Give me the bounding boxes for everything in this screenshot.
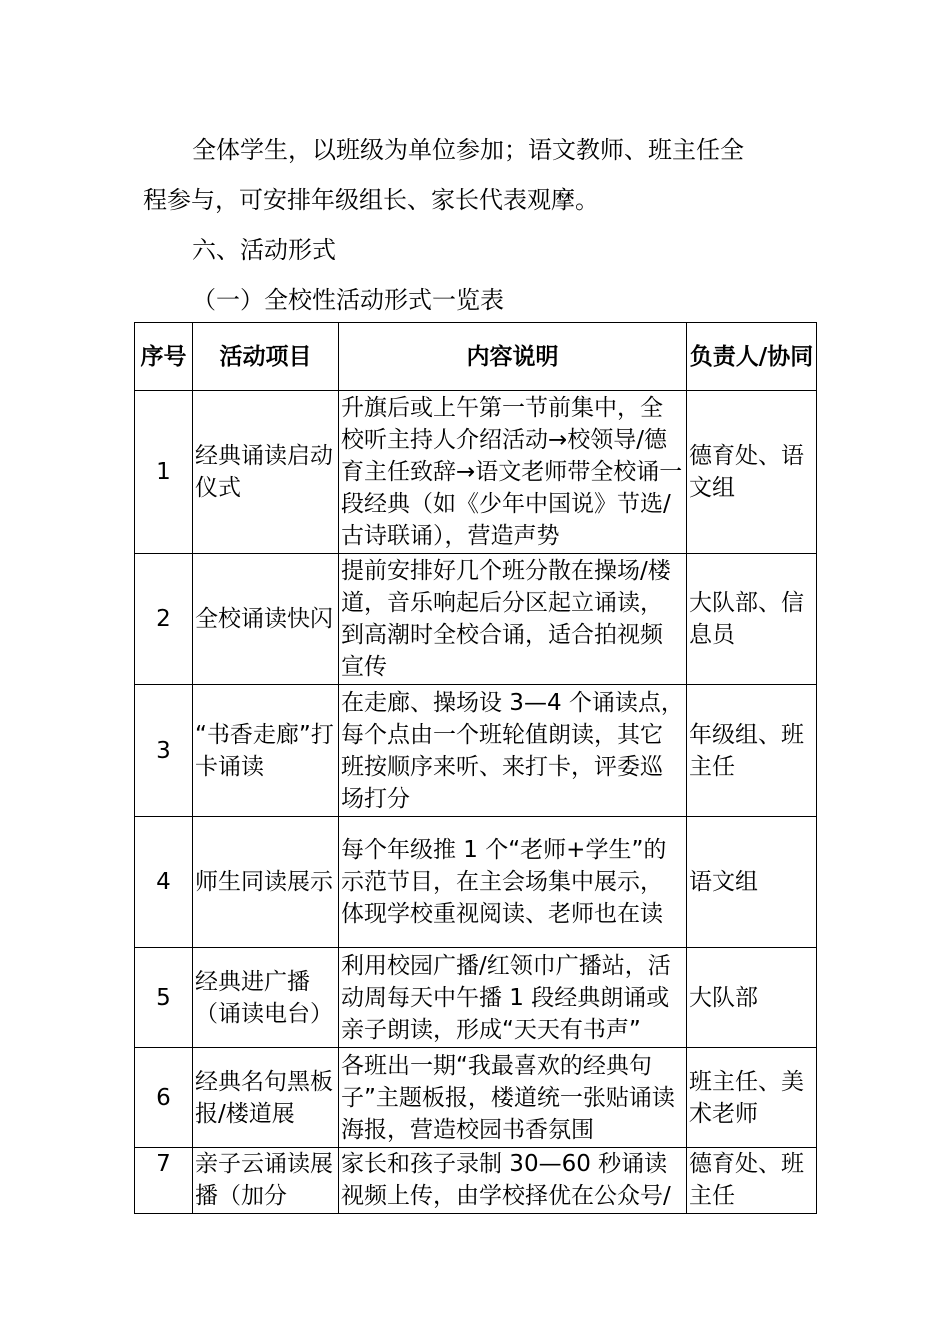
row-no: 7 — [135, 1148, 193, 1214]
row-desc: 在走廊、操场设 3—4 个诵读点，每个点由一个班轮值朗读，其它班按顺序来听、来打卡，评委巡场打分 — [339, 685, 687, 817]
table-header-row — [135, 323, 817, 391]
table-caption: （一）全校性活动形式一览表 — [192, 286, 504, 314]
row-owner: 德育处、语文组 — [687, 391, 817, 554]
row-item: 经典名句黑板报/楼道展 — [193, 1048, 339, 1148]
row-owner: 语文组 — [687, 817, 817, 948]
row-no: 2 — [135, 554, 193, 685]
row-owner: 年级组、班主任 — [687, 685, 817, 817]
header-item: 活动项目 — [193, 323, 339, 391]
row-desc: 各班出一期“我最喜欢的经典句子”主题板报，楼道统一张贴诵读海报，营造校园书香氛围 — [339, 1048, 687, 1148]
table-row — [135, 391, 817, 554]
table-row — [135, 1048, 817, 1148]
row-item: “书香走廊”打卡诵读 — [193, 685, 339, 817]
header-desc: 内容说明 — [339, 323, 687, 391]
row-no: 5 — [135, 948, 193, 1048]
row-owner: 德育处、班主任 — [687, 1148, 817, 1214]
row-item: 亲子云诵读展播（加分 — [193, 1148, 339, 1214]
row-no: 6 — [135, 1048, 193, 1148]
row-desc: 家长和孩子录制 30—60 秒诵读视频上传，由学校择优在公众号/ — [339, 1148, 687, 1214]
row-no: 4 — [135, 817, 193, 948]
header-owner: 负责人/协同 — [687, 323, 817, 391]
row-desc: 升旗后或上午第一节前集中，全校听主持人介绍活动→校领导/德育主任致辞→语文老师带全校诵一段经典（如《少年中国说》节选/古诗联诵），营造声势 — [339, 391, 687, 554]
row-item: 经典进广播（诵读电台） — [193, 948, 339, 1048]
table-row — [135, 817, 817, 948]
row-owner: 大队部 — [687, 948, 817, 1048]
table-row — [135, 948, 817, 1048]
row-owner: 大队部、信息员 — [687, 554, 817, 685]
row-item: 师生同读展示 — [193, 817, 339, 948]
row-item: 经典诵读启动仪式 — [193, 391, 339, 554]
row-no: 3 — [135, 685, 193, 817]
activity-table — [134, 322, 817, 1214]
row-desc: 利用校园广播/红领巾广播站，活动周每天中午播 1 段经典朗诵或亲子朗读，形成“天天有书声” — [339, 948, 687, 1048]
row-desc: 每个年级推 1 个“老师+学生”的示范节目，在主会场集中展示，体现学校重视阅读、老师也在读 — [339, 817, 687, 948]
table-row — [135, 685, 817, 817]
table-row — [135, 1148, 817, 1214]
row-no: 1 — [135, 391, 193, 554]
section-heading: 六、活动形式 — [192, 236, 336, 264]
paragraph-line: 程参与，可安排年级组长、家长代表观摩。 — [143, 186, 599, 214]
paragraph-line: 全体学生，以班级为单位参加；语文教师、班主任全 — [192, 136, 744, 164]
header-no: 序号 — [135, 323, 193, 391]
table-row — [135, 554, 817, 685]
row-item: 全校诵读快闪 — [193, 554, 339, 685]
row-desc: 提前安排好几个班分散在操场/楼道，音乐响起后分区起立诵读，到高潮时全校合诵，适合拍视频宣传 — [339, 554, 687, 685]
row-owner: 班主任、美术老师 — [687, 1048, 817, 1148]
